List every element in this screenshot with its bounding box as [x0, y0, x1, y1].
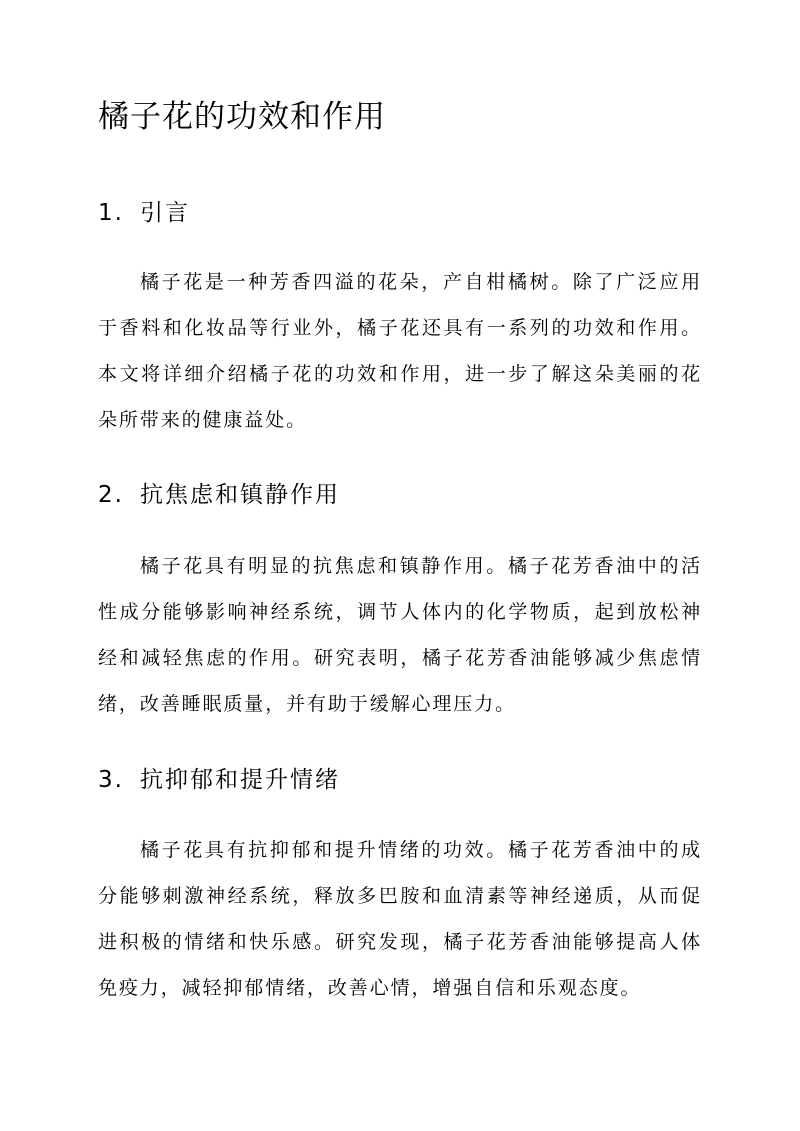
section-title: 引言 — [140, 200, 190, 226]
section-number: 1. — [98, 200, 124, 226]
section-paragraph-2: 橘子花具有明显的抗焦虑和镇静作用。橘子花芳香油中的活性成分能够影响神经系统，调节人体内的化学物质，起到放松神经和减轻焦虑的作用。研究表明，橘子花芳香油能够减少焦虑情绪，改善睡眠质量，并有助于缓解心理压力。 — [98, 555, 702, 715]
section-heading-3 — [98, 764, 340, 796]
section-number: 3. — [98, 767, 124, 793]
section-paragraph-3: 橘子花具有抗抑郁和提升情绪的功效。橘子花芳香油中的成分能够刺激神经系统，释放多巴胺和血清素等神经递质，从而促进积极的情绪和快乐感。研究发现，橘子花芳香油能够提高人体免疫力，减轻抑郁情绪，改善心情，增强自信和乐观态度。 — [98, 839, 702, 999]
section-paragraph-1: 橘子花是一种芳香四溢的花朵，产自柑橘树。除了广泛应用于香料和化妆品等行业外，橘子花还具有一系列的功效和作用。本文将详细介绍橘子花的功效和作用，进一步了解这朵美丽的花朵所带来的健康益处。 — [98, 271, 702, 431]
document-title: 橘子花的功效和作用 — [98, 99, 386, 135]
section-heading-1 — [98, 197, 190, 229]
section-heading-2 — [98, 479, 340, 511]
section-title: 抗抑郁和提升情绪 — [140, 767, 340, 793]
section-number: 2. — [98, 482, 124, 508]
section-title: 抗焦虑和镇静作用 — [140, 482, 340, 508]
